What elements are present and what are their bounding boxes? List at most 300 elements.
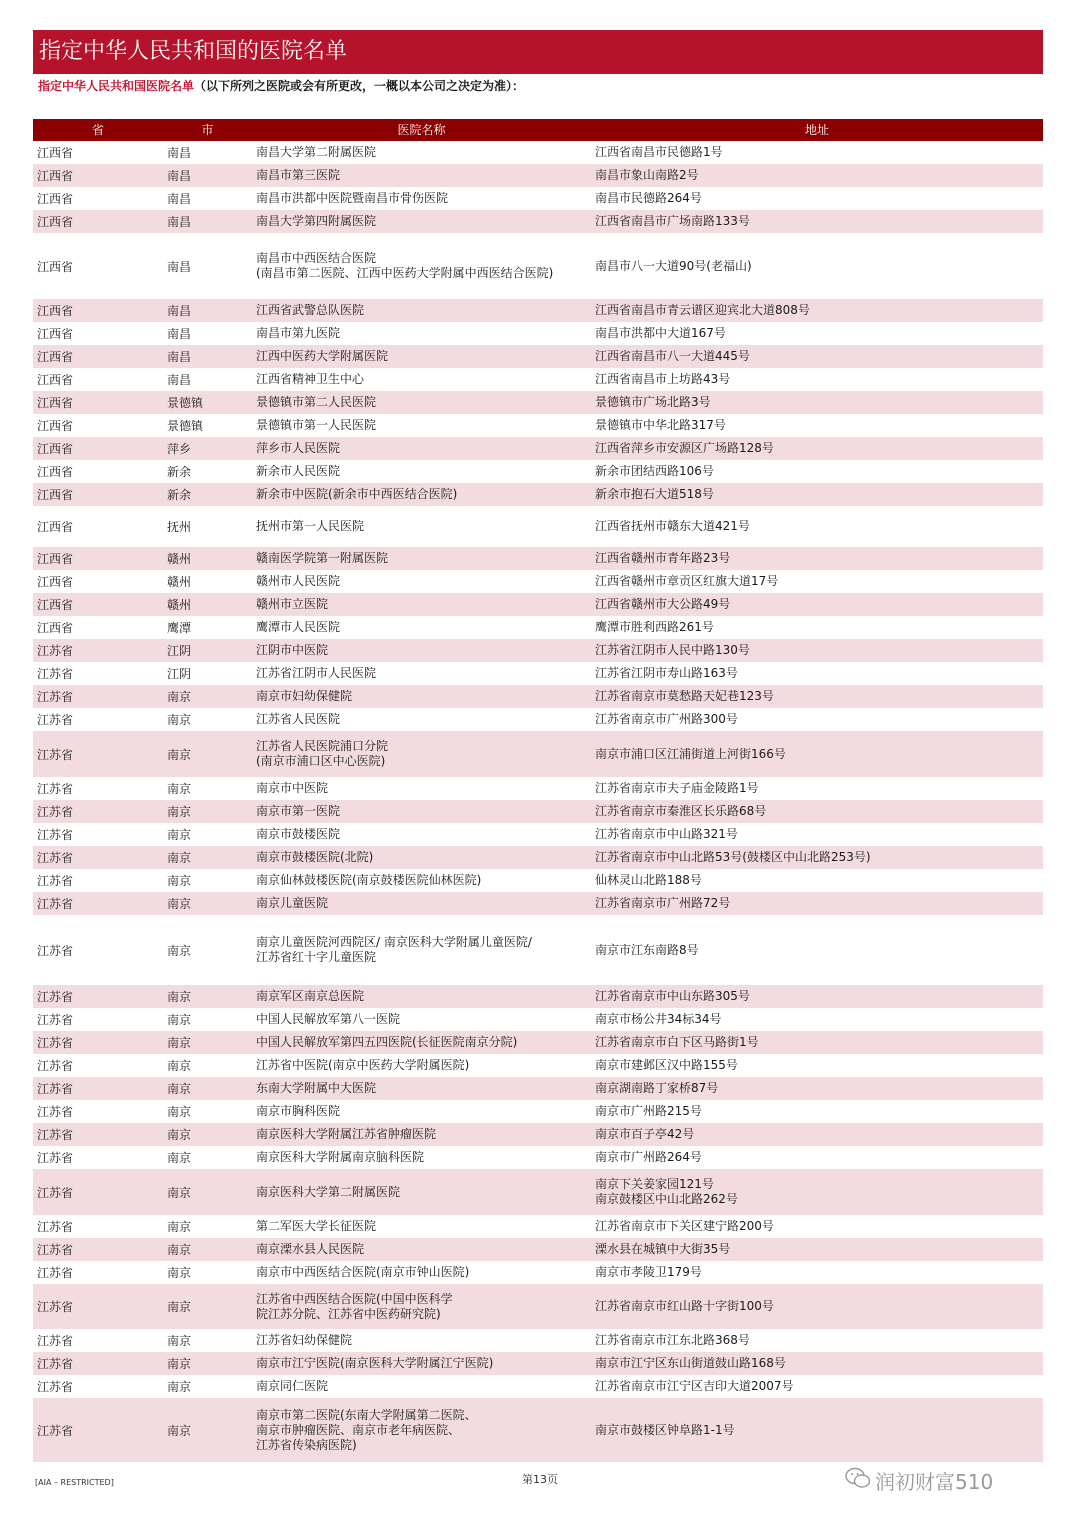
hospital-name-line: 院江苏分院、江苏省中医药研究院) bbox=[256, 1306, 441, 1321]
cell-address bbox=[591, 551, 1043, 566]
hospital-name-line: 江西中医药大学附属医院 bbox=[256, 349, 389, 363]
cell-province: 江苏省 bbox=[37, 747, 74, 762]
cell-hospital-name bbox=[252, 804, 591, 819]
address-line: 南京下关姜家园121号 bbox=[595, 1177, 714, 1191]
cell-province: 江苏省 bbox=[37, 713, 74, 727]
cell-city: 南京 bbox=[167, 1357, 192, 1371]
cell-address bbox=[591, 418, 1043, 433]
cell-address bbox=[591, 1127, 1043, 1142]
cell-city: 南京 bbox=[167, 1151, 192, 1165]
cell-province: 江苏省 bbox=[37, 1380, 74, 1394]
cell-province: 江西省 bbox=[37, 442, 74, 456]
cell-province: 江西省 bbox=[37, 465, 74, 479]
cell-city: 景德镇 bbox=[167, 419, 204, 433]
cell-city: 南京 bbox=[167, 1185, 192, 1200]
hospital-name-line: 南京市第二医院(东南大学附属第二医院、 bbox=[256, 1407, 477, 1422]
address-line: 南京市建邺区汉中路155号 bbox=[595, 1058, 738, 1072]
cell-city: 南昌 bbox=[167, 327, 192, 341]
table-row bbox=[33, 1284, 1043, 1329]
table-row bbox=[33, 823, 1043, 846]
cell-hospital-name bbox=[252, 395, 591, 410]
cell-address bbox=[591, 487, 1043, 502]
header-province: 省 bbox=[91, 123, 104, 137]
cell-address bbox=[591, 349, 1043, 364]
cell-hospital-name bbox=[252, 989, 591, 1004]
cell-province: 江西省 bbox=[37, 373, 74, 387]
cell-province: 江苏省 bbox=[37, 1334, 74, 1348]
cell-address bbox=[591, 1219, 1043, 1234]
address-line: 江苏省南京市莫愁路天妃巷123号 bbox=[595, 689, 774, 703]
table-row bbox=[33, 800, 1043, 823]
address-line: 江苏省南京市下关区建宁路200号 bbox=[595, 1219, 774, 1233]
cell-province: 江西省 bbox=[37, 552, 74, 566]
table-row bbox=[33, 391, 1043, 414]
cell-hospital-name bbox=[252, 1058, 591, 1073]
hospital-name-line: 南京市胸科医院 bbox=[256, 1104, 341, 1118]
cell-address bbox=[591, 372, 1043, 387]
cell-province: 江西省 bbox=[37, 169, 74, 183]
cell-address bbox=[591, 303, 1043, 318]
hospital-name-line: 南京仙林鼓楼医院(南京鼓楼医院仙林医院) bbox=[256, 873, 482, 887]
cell-hospital-name bbox=[252, 597, 591, 612]
table-row bbox=[33, 1352, 1043, 1375]
table-row bbox=[33, 685, 1043, 708]
table-row bbox=[33, 187, 1043, 210]
cell-city: 南京 bbox=[167, 690, 192, 704]
cell-hospital-name bbox=[252, 850, 591, 865]
hospital-name-line: 南京同仁医院 bbox=[256, 1379, 329, 1393]
hospital-name-line: 南京市中西医结合医院(南京市钟山医院) bbox=[256, 1265, 470, 1279]
table-header bbox=[33, 119, 1043, 141]
subtitle bbox=[38, 77, 524, 94]
table-row bbox=[33, 506, 1043, 547]
cell-province: 江西省 bbox=[37, 215, 74, 229]
table-row bbox=[33, 1261, 1043, 1284]
address-line: 江西省萍乡市安源区广场路128号 bbox=[595, 441, 774, 455]
table-row bbox=[33, 915, 1043, 985]
cell-city: 南昌 bbox=[167, 192, 192, 206]
hospital-name-line: 赣州市人民医院 bbox=[256, 574, 341, 588]
cell-address bbox=[591, 145, 1043, 160]
address-line: 景德镇市广场北路3号 bbox=[595, 395, 711, 409]
cell-hospital-name bbox=[252, 1333, 591, 1348]
address-line: 南京市浦口区江浦街道上河街166号 bbox=[595, 746, 786, 761]
cell-hospital-name bbox=[252, 251, 591, 281]
cell-province: 江苏省 bbox=[37, 943, 74, 958]
table-row bbox=[33, 1375, 1043, 1398]
cell-address bbox=[591, 1058, 1043, 1073]
cell-province: 江苏省 bbox=[37, 1151, 74, 1165]
table-row bbox=[33, 1054, 1043, 1077]
cell-province: 江西省 bbox=[37, 350, 74, 364]
hospital-name-line: 赣州市立医院 bbox=[256, 597, 329, 611]
cell-address bbox=[591, 943, 1043, 958]
address-line: 新余市团结西路106号 bbox=[595, 464, 714, 478]
cell-province: 江苏省 bbox=[37, 874, 74, 888]
hospital-name-line: 鹰潭市人民医院 bbox=[256, 620, 341, 634]
cell-province: 江西省 bbox=[37, 259, 74, 274]
table-row bbox=[33, 460, 1043, 483]
hospital-name-line: 江苏省传染病医院) bbox=[256, 1437, 357, 1452]
cell-city: 景德镇 bbox=[167, 396, 204, 410]
table-row bbox=[33, 1146, 1043, 1169]
cell-hospital-name bbox=[252, 441, 591, 456]
hospital-name-line: 赣南医学院第一附属医院 bbox=[256, 551, 389, 565]
table-row bbox=[33, 1123, 1043, 1146]
cell-address bbox=[591, 1081, 1043, 1096]
address-line: 南京市广州路264号 bbox=[595, 1150, 702, 1164]
table-row bbox=[33, 368, 1043, 391]
table-row bbox=[33, 731, 1043, 777]
table-row bbox=[33, 1008, 1043, 1031]
cell-city: 南京 bbox=[167, 1128, 192, 1142]
cell-hospital-name bbox=[252, 935, 591, 965]
cell-hospital-name bbox=[252, 689, 591, 704]
hospital-name-line: 南京医科大学附属江苏省肿瘤医院 bbox=[256, 1127, 437, 1141]
subtitle-highlight: 指定中华人民共和国医院名单 bbox=[38, 79, 195, 93]
cell-address bbox=[591, 214, 1043, 229]
hospital-name-line: 江苏省人民医院 bbox=[256, 712, 341, 726]
address-line: 仙林灵山北路188号 bbox=[595, 873, 702, 887]
cell-province: 江苏省 bbox=[37, 1105, 74, 1119]
address-line: 江西省南昌市上坊路43号 bbox=[595, 372, 731, 386]
hospital-name-line: 南京市鼓楼医院 bbox=[256, 827, 341, 841]
table-row bbox=[33, 1169, 1043, 1215]
cell-hospital-name bbox=[252, 643, 591, 658]
cell-hospital-name bbox=[252, 303, 591, 318]
address-line: 南京市江东南路8号 bbox=[595, 942, 699, 957]
address-line: 江苏省南京市红山路十字街100号 bbox=[595, 1299, 774, 1313]
cell-province: 江西省 bbox=[37, 192, 74, 206]
address-line: 江苏省南京市中山东路305号 bbox=[595, 989, 750, 1003]
cell-hospital-name bbox=[252, 1185, 591, 1200]
cell-province: 江苏省 bbox=[37, 897, 74, 911]
cell-address bbox=[591, 1356, 1043, 1371]
cell-province: 江苏省 bbox=[37, 990, 74, 1004]
cell-province: 江西省 bbox=[37, 621, 74, 635]
hospital-name-line: 南京儿童医院 bbox=[256, 896, 329, 910]
cell-hospital-name bbox=[252, 781, 591, 796]
cell-city: 南京 bbox=[167, 747, 192, 762]
address-line: 南昌市八一大道90号(老福山) bbox=[595, 258, 752, 273]
cell-city: 鹰潭 bbox=[167, 621, 192, 635]
table-row bbox=[33, 708, 1043, 731]
cell-province: 江苏省 bbox=[37, 1036, 74, 1050]
cell-hospital-name bbox=[252, 873, 591, 888]
table-row bbox=[33, 141, 1043, 164]
cell-city: 南京 bbox=[167, 1334, 192, 1348]
cell-hospital-name bbox=[252, 1150, 591, 1165]
cell-city: 南京 bbox=[167, 1013, 192, 1027]
cell-hospital-name bbox=[252, 1127, 591, 1142]
cell-province: 江苏省 bbox=[37, 1300, 74, 1314]
table-row bbox=[33, 1215, 1043, 1238]
address-line: 江苏省南京市中山北路53号(鼓楼区中山北路253号) bbox=[595, 850, 871, 864]
cell-address bbox=[591, 1177, 1043, 1207]
cell-address bbox=[591, 1379, 1043, 1394]
cell-hospital-name bbox=[252, 191, 591, 206]
hospital-name-line: 江苏省红十字儿童医院 bbox=[256, 950, 377, 964]
hospital-name-line: 景德镇市第二人民医院 bbox=[256, 395, 377, 409]
address-line: 溧水县在城镇中大街35号 bbox=[595, 1242, 731, 1256]
address-line: 江西省赣州市青年路23号 bbox=[595, 551, 731, 565]
hospital-name-line: (南京市浦口区中心医院) bbox=[256, 754, 386, 768]
cell-city: 南昌 bbox=[167, 304, 192, 318]
cell-hospital-name bbox=[252, 349, 591, 364]
address-line: 南京市鼓楼区钟阜路1-1号 bbox=[595, 1422, 735, 1437]
hospital-name-line: 南昌市洪都中医院暨南昌市骨伤医院 bbox=[256, 191, 449, 205]
cell-city: 南京 bbox=[167, 1220, 192, 1234]
hospital-name-line: 中国人民解放军第八一医院 bbox=[256, 1012, 401, 1026]
hospital-name-line: 萍乡市人民医院 bbox=[256, 441, 341, 455]
cell-hospital-name bbox=[252, 1408, 591, 1453]
cell-city: 南京 bbox=[167, 874, 192, 888]
cell-city: 南京 bbox=[167, 1082, 192, 1096]
hospital-name-line: 江苏省中医院(南京中医药大学附属医院) bbox=[256, 1058, 470, 1072]
table-body bbox=[33, 141, 1043, 1462]
cell-hospital-name bbox=[252, 326, 591, 341]
cell-city: 南京 bbox=[167, 1059, 192, 1073]
cell-address bbox=[591, 827, 1043, 842]
cell-address bbox=[591, 191, 1043, 206]
hospital-name-line: 江苏省江阴市人民医院 bbox=[256, 666, 377, 680]
cell-city: 赣州 bbox=[167, 552, 192, 566]
cell-city: 赣州 bbox=[167, 598, 192, 612]
cell-address bbox=[591, 689, 1043, 704]
cell-hospital-name bbox=[252, 827, 591, 842]
cell-city: 南京 bbox=[167, 897, 192, 911]
cell-city: 赣州 bbox=[167, 575, 192, 589]
hospital-name-line: 南京市江宁医院(南京医科大学附属江宁医院) bbox=[256, 1356, 494, 1370]
cell-address bbox=[591, 597, 1043, 612]
cell-hospital-name bbox=[252, 1242, 591, 1257]
address-line: 江西省南昌市广场南路133号 bbox=[595, 214, 750, 228]
table-row bbox=[33, 846, 1043, 869]
cell-city: 南京 bbox=[167, 805, 192, 819]
classification-label: [AIA – RESTRICTED] bbox=[35, 1478, 114, 1487]
hospital-name-line: 江西省武警总队医院 bbox=[256, 303, 365, 317]
cell-address bbox=[591, 464, 1043, 479]
cell-hospital-name bbox=[252, 739, 591, 769]
cell-address bbox=[591, 781, 1043, 796]
hospital-name-line: 江苏省妇幼保健院 bbox=[256, 1333, 353, 1347]
cell-city: 南昌 bbox=[167, 215, 192, 229]
wechat-icon bbox=[845, 1467, 871, 1489]
hospital-name-line: 抚州市第一人民医院 bbox=[256, 519, 365, 533]
header-city: 市 bbox=[201, 123, 214, 137]
hospital-name-line: 南昌大学第四附属医院 bbox=[256, 214, 377, 228]
hospital-name-line: 南京溧水县人民医院 bbox=[256, 1242, 365, 1256]
table-row bbox=[33, 639, 1043, 662]
address-line: 景德镇市中华北路317号 bbox=[595, 418, 726, 432]
address-line: 南京市广州路215号 bbox=[595, 1104, 702, 1118]
cell-province: 江苏省 bbox=[37, 690, 74, 704]
table-row bbox=[33, 164, 1043, 187]
cell-address bbox=[591, 873, 1043, 888]
cell-hospital-name bbox=[252, 464, 591, 479]
cell-hospital-name bbox=[252, 1012, 591, 1027]
address-line: 江西省南昌市民德路1号 bbox=[595, 145, 723, 159]
cell-city: 新余 bbox=[167, 465, 192, 479]
cell-province: 江苏省 bbox=[37, 851, 74, 865]
table-row bbox=[33, 1100, 1043, 1123]
address-line: 江苏省南京市广州路300号 bbox=[595, 712, 738, 726]
cell-hospital-name bbox=[252, 487, 591, 502]
table-row bbox=[33, 869, 1043, 892]
address-line: 江西省南昌市八一大道445号 bbox=[595, 349, 750, 363]
page-title: 指定中华人民共和国的医院名单 bbox=[33, 30, 1043, 74]
table-row bbox=[33, 570, 1043, 593]
table-row bbox=[33, 593, 1043, 616]
cell-province: 江西省 bbox=[37, 146, 74, 160]
cell-province: 江苏省 bbox=[37, 1082, 74, 1096]
address-line: 江苏省南京市江宁区吉印大道2007号 bbox=[595, 1379, 794, 1393]
hospital-name-line: 江阴市中医院 bbox=[256, 643, 329, 657]
cell-city: 新余 bbox=[167, 488, 192, 502]
cell-province: 江苏省 bbox=[37, 644, 74, 658]
cell-hospital-name bbox=[252, 418, 591, 433]
table-row bbox=[33, 985, 1043, 1008]
table-row bbox=[33, 322, 1043, 345]
cell-address bbox=[591, 712, 1043, 727]
address-line: 南昌市象山南路2号 bbox=[595, 168, 699, 182]
cell-address bbox=[591, 441, 1043, 456]
address-line: 南京市江宁区东山街道鼓山路168号 bbox=[595, 1356, 786, 1370]
cell-city: 南昌 bbox=[167, 146, 192, 160]
hospital-name-line: 南京市中医院 bbox=[256, 781, 329, 795]
cell-province: 江苏省 bbox=[37, 1266, 74, 1280]
cell-address bbox=[591, 1242, 1043, 1257]
cell-province: 江西省 bbox=[37, 419, 74, 433]
address-line: 南京市百子亭42号 bbox=[595, 1127, 695, 1141]
cell-hospital-name bbox=[252, 666, 591, 681]
cell-hospital-name bbox=[252, 551, 591, 566]
table-row bbox=[33, 210, 1043, 233]
cell-city: 南京 bbox=[167, 1105, 192, 1119]
cell-address bbox=[591, 896, 1043, 911]
cell-hospital-name bbox=[252, 1379, 591, 1394]
cell-address bbox=[591, 1333, 1043, 1348]
address-line: 鹰潭市胜利西路261号 bbox=[595, 620, 714, 634]
cell-hospital-name bbox=[252, 1081, 591, 1096]
cell-city: 萍乡 bbox=[167, 442, 192, 456]
cell-province: 江西省 bbox=[37, 575, 74, 589]
table-row bbox=[33, 892, 1043, 915]
cell-province: 江苏省 bbox=[37, 1357, 74, 1371]
cell-hospital-name bbox=[252, 896, 591, 911]
table-row bbox=[33, 616, 1043, 639]
table-row bbox=[33, 777, 1043, 800]
cell-address bbox=[591, 519, 1043, 534]
cell-address bbox=[591, 574, 1043, 589]
cell-address bbox=[591, 1299, 1043, 1314]
hospital-name-line: 南昌市中西医结合医院 bbox=[256, 251, 377, 265]
cell-province: 江苏省 bbox=[37, 1185, 74, 1200]
address-line: 江苏省南京市秦淮区长乐路68号 bbox=[595, 804, 767, 818]
address-line: 南京湖南路丁家桥87号 bbox=[595, 1081, 719, 1095]
cell-address bbox=[591, 1423, 1043, 1438]
address-line: 江苏省江阴市人民中路130号 bbox=[595, 643, 750, 657]
table-row bbox=[33, 483, 1043, 506]
hospital-name-line: 南京儿童医院河西院区/ 南京医科大学附属儿童医院/ bbox=[256, 935, 532, 949]
hospital-name-line: 南昌大学第二附属医院 bbox=[256, 145, 377, 159]
address-line: 江苏省江阴市寿山路163号 bbox=[595, 666, 738, 680]
cell-hospital-name bbox=[252, 1035, 591, 1050]
cell-province: 江西省 bbox=[37, 520, 74, 534]
cell-address bbox=[591, 1150, 1043, 1165]
cell-address bbox=[591, 850, 1043, 865]
hospital-name-line: 南京军区南京总医院 bbox=[256, 989, 365, 1003]
cell-hospital-name bbox=[252, 1356, 591, 1371]
cell-province: 江苏省 bbox=[37, 1059, 74, 1073]
hospital-name-line: 江苏省人民医院浦口分院 bbox=[256, 739, 389, 753]
cell-address bbox=[591, 747, 1043, 762]
cell-hospital-name bbox=[252, 712, 591, 727]
cell-address bbox=[591, 1265, 1043, 1280]
cell-province: 江苏省 bbox=[37, 1128, 74, 1142]
cell-city: 南京 bbox=[167, 1380, 192, 1394]
hospital-name-line: 东南大学附属中大医院 bbox=[256, 1081, 377, 1095]
cell-province: 江苏省 bbox=[37, 1220, 74, 1234]
address-line: 江苏省南京市中山路321号 bbox=[595, 827, 738, 841]
cell-address bbox=[591, 989, 1043, 1004]
address-line: 江苏省南京市白下区马路街1号 bbox=[595, 1035, 759, 1049]
cell-city: 南京 bbox=[167, 828, 192, 842]
hospital-name-line: (南昌市第二医院、江西中医药大学附属中西医结合医院) bbox=[256, 266, 554, 280]
cell-city: 江阴 bbox=[167, 644, 192, 658]
cell-address bbox=[591, 168, 1043, 183]
header-hospital-name: 医院名称 bbox=[397, 123, 446, 137]
address-line: 江西省抚州市赣东大道421号 bbox=[595, 519, 750, 533]
cell-hospital-name bbox=[252, 574, 591, 589]
cell-city: 南京 bbox=[167, 943, 192, 958]
address-line: 南昌市洪都中大道167号 bbox=[595, 326, 726, 340]
cell-hospital-name bbox=[252, 1265, 591, 1280]
address-line: 江苏省南京市广州路72号 bbox=[595, 896, 731, 910]
table-row bbox=[33, 1077, 1043, 1100]
cell-city: 南京 bbox=[167, 713, 192, 727]
cell-hospital-name bbox=[252, 145, 591, 160]
cell-city: 南京 bbox=[167, 1266, 192, 1280]
cell-province: 江西省 bbox=[37, 488, 74, 502]
table-row bbox=[33, 1398, 1043, 1462]
cell-hospital-name bbox=[252, 214, 591, 229]
hospital-name-line: 南京医科大学第二附属医院 bbox=[256, 1184, 401, 1199]
hospital-name-line: 南京市第一医院 bbox=[256, 804, 341, 818]
cell-city: 南京 bbox=[167, 782, 192, 796]
hospital-name-line: 南昌市第九医院 bbox=[256, 326, 341, 340]
address-line: 江苏省南京市江东北路368号 bbox=[595, 1333, 750, 1347]
table-row bbox=[33, 1329, 1043, 1352]
cell-province: 江苏省 bbox=[37, 1013, 74, 1027]
cell-province: 江西省 bbox=[37, 598, 74, 612]
cell-province: 江苏省 bbox=[37, 828, 74, 842]
hospital-name-line: 新余市中医院(新余市中西医结合医院) bbox=[256, 487, 458, 501]
cell-province: 江西省 bbox=[37, 304, 74, 318]
cell-city: 南昌 bbox=[167, 350, 192, 364]
cell-province: 江苏省 bbox=[37, 1243, 74, 1257]
hospital-name-line: 南京市肿瘤医院、南京市老年病医院、 bbox=[256, 1422, 461, 1437]
table-row bbox=[33, 345, 1043, 368]
cell-city: 南京 bbox=[167, 1243, 192, 1257]
hospital-name-line: 南京市鼓楼医院(北院) bbox=[256, 850, 374, 864]
cell-hospital-name bbox=[252, 372, 591, 387]
subtitle-note: （以下所列之医院或会有所更改，一概以本公司之决定为准）： bbox=[194, 79, 525, 93]
cell-city: 南京 bbox=[167, 990, 192, 1004]
cell-address bbox=[591, 259, 1043, 274]
address-line: 南京市杨公井34标34号 bbox=[595, 1012, 722, 1026]
cell-city: 南京 bbox=[167, 1300, 192, 1314]
